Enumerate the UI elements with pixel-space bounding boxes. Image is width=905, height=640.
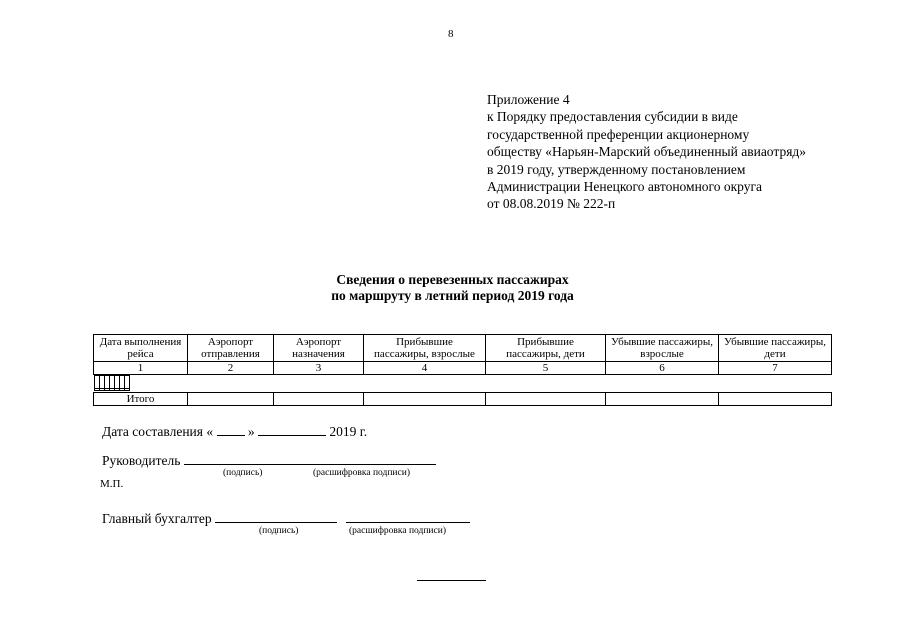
column-header-departed-children: Убывшие пассажиры, дети [719,335,832,362]
appendix-line: обществу «Нарьян-Марский объединенный авиаотряд» [487,144,807,160]
document-title-line: по маршруту в летний период 2019 года [331,288,574,303]
column-header-departed-adults: Убывшие пассажиры, взрослые [606,335,719,362]
column-number: 5 [486,362,606,375]
column-number: 4 [364,362,486,375]
appendix-line: Приложение 4 [487,92,570,107]
accountant-decode-caption: (расшифровка подписи) [349,526,446,536]
stamp-mark: М.П. [100,478,124,490]
column-header-flight-date: Дата выполнения рейса [94,335,188,362]
table-cell [124,376,129,391]
table-cell [274,393,364,406]
table-row [94,375,130,389]
footer-divider [417,580,486,581]
compilation-date-line [102,422,367,440]
document-title-line: Сведения о перевезенных пассажирах [336,272,569,287]
appendix-line: Администрации Ненецкого автономного округа [487,179,763,195]
column-number-row [94,362,832,375]
table-cell [486,393,606,406]
compilation-date-quote: » [247,424,255,439]
director-decode-caption: (расшифровка подписи) [313,468,410,478]
table-header-row [94,335,832,362]
appendix-line: к Порядку предоставления субсидии в виде [487,109,738,125]
table-cell [364,393,486,406]
accountant-signature-caption: (подпись) [259,526,299,536]
appendix-line: от 08.08.2019 № 222-п [487,196,616,212]
month-blank [258,422,326,436]
appendix-line: государственной преференции акционерному [487,126,750,142]
column-number: 3 [274,362,364,375]
page-number: 8 [448,28,454,40]
day-blank [217,422,245,436]
accountant-label: Главный бухгалтер [102,511,212,526]
total-label: Итого [94,393,188,406]
column-header-arrived-children: Прибывшие пассажиры, дети [486,335,606,362]
accountant-decode-blank [346,509,470,523]
total-row [94,393,832,406]
director-signature-caption: (подпись) [223,468,263,478]
appendix-block [487,91,806,213]
column-number: 1 [94,362,188,375]
director-label: Руководитель [102,453,181,468]
compilation-date-year: 2019 г. [329,424,368,439]
accountant-signature-line [102,509,470,527]
table-cell [719,393,832,406]
director-signature-blank [184,451,436,465]
table-cell [188,393,274,406]
column-number: 2 [188,362,274,375]
column-header-arrived-adults: Прибывшие пассажиры, взрослые [364,335,486,362]
column-number: 6 [606,362,719,375]
director-signature-line [102,451,436,469]
appendix-line: в 2019 году, утвержденному постановлением [487,161,746,177]
column-number: 7 [719,362,832,375]
passenger-report-table [93,334,832,406]
column-header-departure-airport: Аэропорт отправления [188,335,274,362]
table-cell [606,393,719,406]
accountant-signature-blank [215,509,337,523]
document-title [0,272,905,304]
column-header-arrival-airport: Аэропорт назначения [274,335,364,362]
compilation-date-label: Дата составления « [102,424,214,439]
